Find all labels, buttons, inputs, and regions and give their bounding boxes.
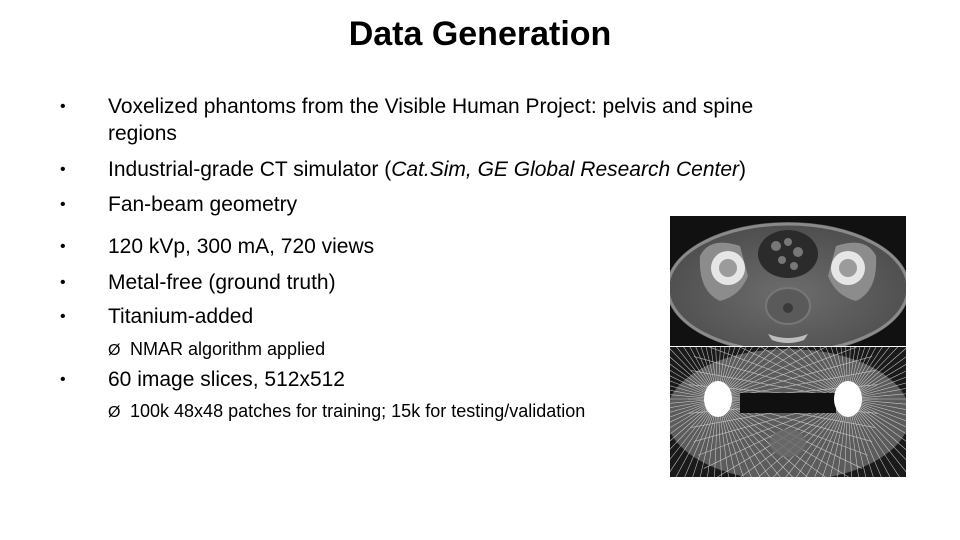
bullet-text: Fan-beam geometry — [108, 193, 298, 216]
bullet-text-italic: Cat.Sim, GE Global Research Center — [391, 158, 740, 181]
bullet-text-continued: regions — [108, 122, 177, 145]
subbullet-text: NMAR algorithm applied — [130, 339, 326, 359]
bullet-text: Titanium-added — [108, 305, 254, 328]
bullet-icon: • — [60, 98, 66, 115]
bullet-icon: • — [60, 371, 66, 388]
ct-titanium-artifact-image — [670, 347, 906, 477]
bullet-text: 60 image slices, 512x512 — [108, 368, 345, 391]
bullet-icon: • — [60, 274, 66, 291]
ct-metal-free-image — [670, 216, 906, 346]
slide-title: Data Generation — [348, 15, 612, 53]
bullet-text: Metal-free (ground truth) — [108, 271, 336, 294]
bullet-icon: • — [60, 161, 66, 178]
ct-metal-free-svg — [670, 216, 906, 346]
bullet-text: 120 kVp, 300 mA, 720 views — [108, 235, 375, 258]
bullet-text: Voxelized phantoms from the Visible Human Project: pelvis and spine — [108, 95, 754, 118]
ct-titanium-artifact-svg — [670, 347, 906, 477]
bullet-icon: • — [60, 196, 66, 213]
bullet-text — [108, 157, 868, 183]
bullet-text-suffix: ) — [739, 158, 747, 181]
bullet-icon: • — [60, 238, 66, 255]
bullet-icon: • — [60, 308, 66, 325]
subbullet-item-patches — [108, 400, 585, 424]
bullet-text-prefix: Industrial-grade CT simulator ( — [108, 158, 392, 181]
arrow-bullet-icon: Ø — [108, 342, 121, 359]
subbullet-item-nmar — [108, 338, 325, 362]
arrow-bullet-icon: Ø — [108, 404, 121, 421]
subbullet-text: 100k 48x48 patches for training; 15k for testing/validation — [130, 401, 586, 421]
